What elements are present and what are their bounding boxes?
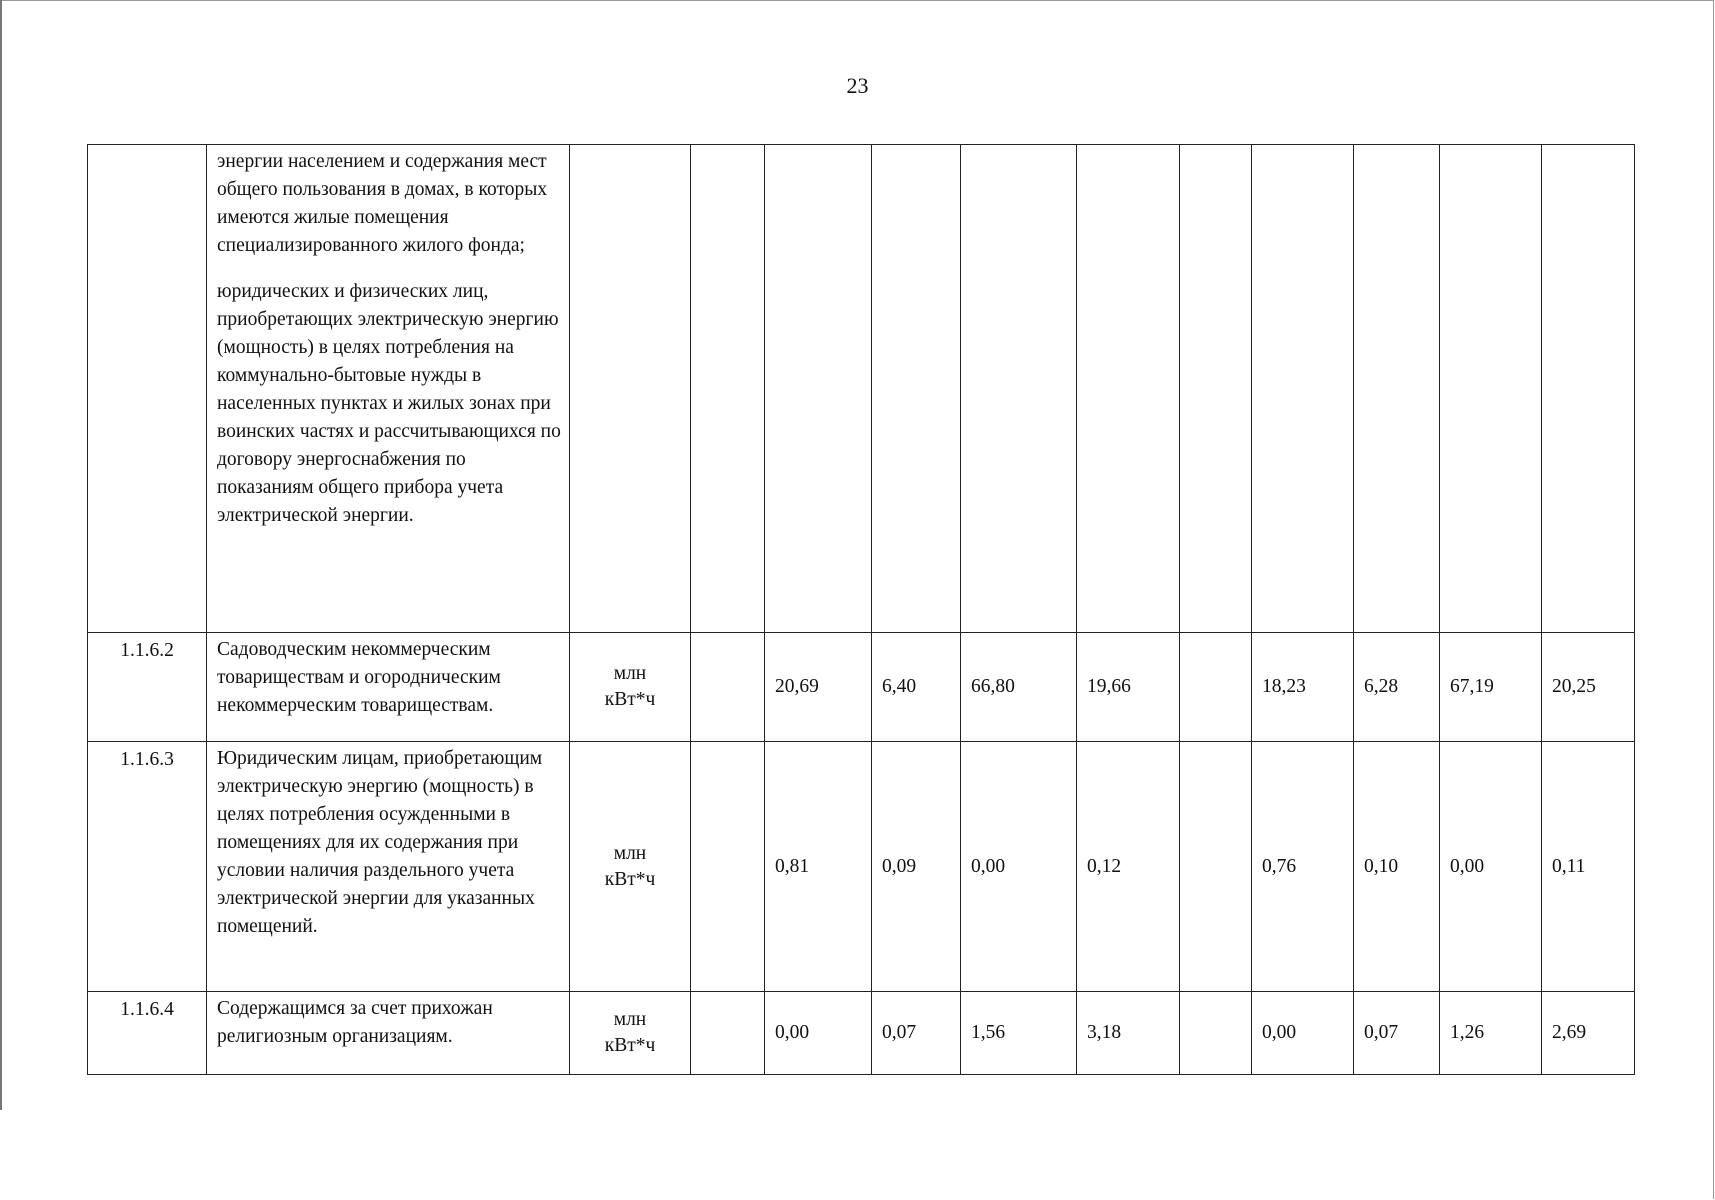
cell-value: 20,69 (765, 633, 872, 742)
cell-value: 3,18 (1077, 992, 1180, 1075)
cell-value: 0,00 (961, 742, 1077, 992)
cell-num (88, 145, 207, 633)
cell-description (207, 145, 570, 633)
table-row (88, 633, 1635, 742)
cell-value (1440, 145, 1542, 633)
cell-value (1077, 145, 1180, 633)
unit-line: млн (613, 663, 647, 684)
cell-value (1542, 145, 1635, 633)
scan-left-edge (0, 0, 2, 1110)
cell-blank (691, 742, 765, 992)
cell-value: 18,23 (1252, 633, 1354, 742)
cell-blank (691, 992, 765, 1075)
cell-value (1180, 742, 1252, 992)
cell-unit (570, 992, 691, 1075)
cell-unit (570, 742, 691, 992)
page-number: 23 (846, 73, 869, 98)
cell-description: Садоводческим некоммерческим товариществам и огородническим некоммерческим товариществам. (207, 633, 570, 742)
cell-value: 0,07 (872, 992, 961, 1075)
cell-num: 1.1.6.3 (88, 742, 207, 992)
cell-value (1252, 145, 1354, 633)
unit-line: кВт*ч (604, 1035, 656, 1056)
cell-blank (691, 633, 765, 742)
cell-value: 67,19 (1440, 633, 1542, 742)
cell-value: 66,80 (961, 633, 1077, 742)
description-paragraph: юридических и физических лиц, приобретающих электрическую энергию (мощность) в целях потребления на коммунально-бытовые нужды в населенных пунктах и жилых зонах при воинских частях и рассчитывающихся по договору энергоснабжения по показаниям общего прибора учета электрической энергии. (217, 281, 561, 526)
cell-value: 19,66 (1077, 633, 1180, 742)
cell-blank (691, 145, 765, 633)
unit-line: кВт*ч (604, 689, 656, 710)
cell-value: 0,00 (1252, 992, 1354, 1075)
tariff-balance-table (87, 144, 1635, 1075)
cell-value (1180, 992, 1252, 1075)
cell-value: 0,07 (1354, 992, 1440, 1075)
cell-description: Юридическим лицам, приобретающим электрическую энергию (мощность) в целях потребления осужденными в помещениях для их содержания при условии наличия раздельного учета электрической энергии для указанных помещений. (207, 742, 570, 992)
cell-value: 0,76 (1252, 742, 1354, 992)
description-paragraph: энергии населением и содержания мест общего пользования в домах, в которых имеются жилые помещения специализированного жилого фонда; (217, 151, 548, 256)
cell-value: 0,00 (765, 992, 872, 1075)
cell-value: 2,69 (1542, 992, 1635, 1075)
cell-value: 1,56 (961, 992, 1077, 1075)
cell-value: 0,10 (1354, 742, 1440, 992)
cell-unit (570, 145, 691, 633)
table-row (88, 992, 1635, 1075)
cell-value (1180, 145, 1252, 633)
unit-line: млн (613, 842, 647, 864)
cell-num: 1.1.6.4 (88, 992, 207, 1075)
cell-description: Содержащимся за счет прихожан религиозным организациям. (207, 992, 570, 1075)
unit-line: кВт*ч (604, 868, 656, 890)
cell-value: 1,26 (1440, 992, 1542, 1075)
unit-line: млн (613, 1009, 647, 1030)
cell-value: 0,11 (1542, 742, 1635, 992)
cell-value: 6,40 (872, 633, 961, 742)
cell-value (1180, 633, 1252, 742)
cell-value (961, 145, 1077, 633)
table-row (88, 742, 1635, 992)
cell-value: 0,81 (765, 742, 872, 992)
cell-value: 0,09 (872, 742, 961, 992)
cell-value: 0,00 (1440, 742, 1542, 992)
cell-num: 1.1.6.2 (88, 633, 207, 742)
table-row-continuation (88, 145, 1635, 633)
cell-value (1354, 145, 1440, 633)
cell-value: 20,25 (1542, 633, 1635, 742)
cell-value: 6,28 (1354, 633, 1440, 742)
cell-unit (570, 633, 691, 742)
cell-value (872, 145, 961, 633)
cell-value: 0,12 (1077, 742, 1180, 992)
cell-value (765, 145, 872, 633)
